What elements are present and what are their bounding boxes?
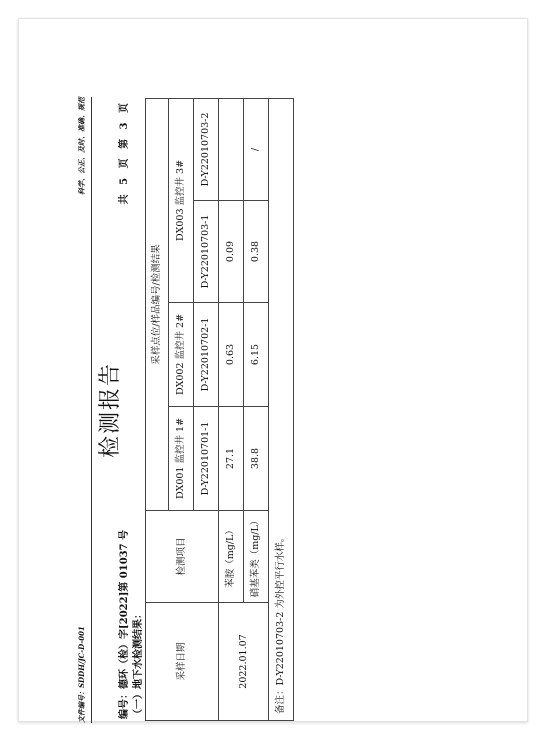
item-nitrobenzene: 硝基苯类（mg/L） xyxy=(244,511,269,603)
value-cell: 0.63 xyxy=(219,303,244,407)
report-page xyxy=(18,18,528,722)
results-table xyxy=(145,98,294,721)
value-cell: 27.1 xyxy=(219,407,244,511)
sample-4: D-Y22010703-2 xyxy=(194,98,219,200)
sample-2: D-Y22010702-1 xyxy=(194,303,219,407)
item-aniline: 苯胺（mg/L） xyxy=(219,511,244,603)
value-cell: 38.8 xyxy=(244,407,269,511)
section-heading: （一）地下水检测结果： xyxy=(133,609,144,719)
sample-3: D-Y22010703-1 xyxy=(194,201,219,303)
value-cell: 0.38 xyxy=(244,201,269,303)
table-note: 备注：D-Y22010703-2 为外控平行水样。 xyxy=(269,98,294,720)
value-cell: 6.15 xyxy=(244,303,269,407)
value-cell: / xyxy=(244,98,269,200)
sample-1: D-Y22010701-1 xyxy=(194,407,219,511)
value-cell xyxy=(219,98,244,200)
sampling-date: 2022.01.07 xyxy=(219,603,269,721)
report-title: 检测报告 xyxy=(98,362,123,459)
item-header: 检测项目 xyxy=(146,511,219,603)
file-number: 文件编号：SDDH/JC-D-001 xyxy=(77,626,86,723)
date-header: 采样日期 xyxy=(146,603,219,721)
well-1: DX001 监控井 1# xyxy=(169,407,194,511)
header-divider xyxy=(91,97,92,723)
group-header: 采样点位/样品编号/检测结果 xyxy=(146,98,169,510)
rotated-report xyxy=(67,91,487,729)
page-info: 共 5 页 第 3 页 xyxy=(119,103,130,205)
report-number: 编号：德环（检）字[2022]第 01037 号 xyxy=(119,529,130,719)
company-motto: 科学、公正、及时、准确、规范 xyxy=(77,97,86,195)
value-cell: 0.09 xyxy=(219,201,244,303)
well-2: DX002 监控井 2# xyxy=(169,303,194,407)
well-3: DX003 监控井 3# xyxy=(169,98,194,302)
